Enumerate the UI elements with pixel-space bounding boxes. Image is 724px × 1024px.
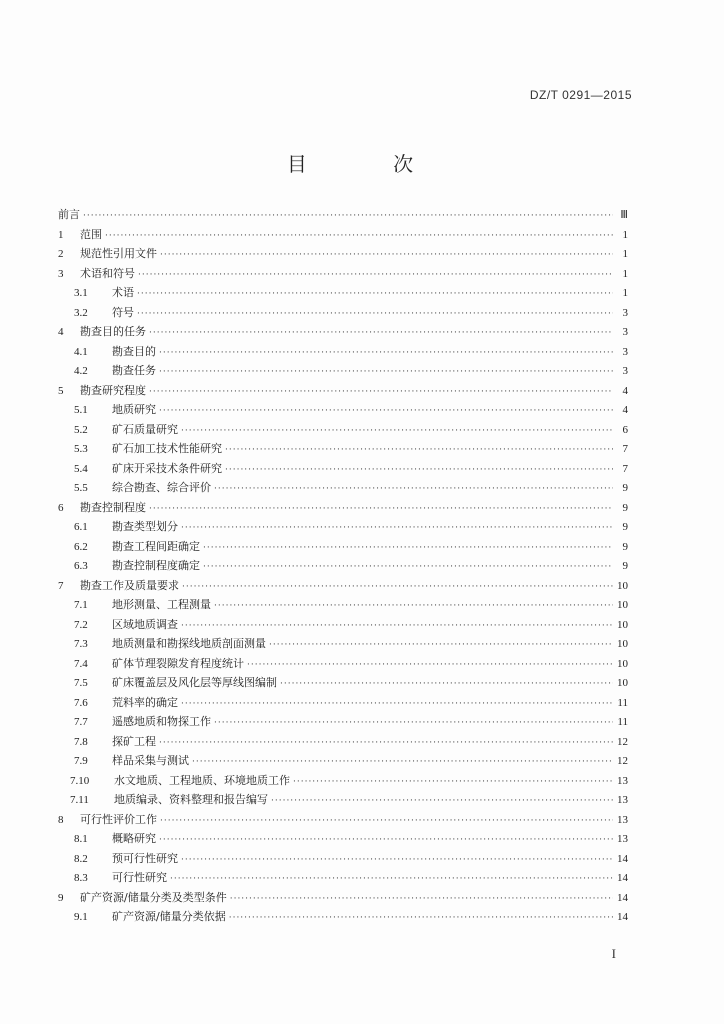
dot-leader: [293, 773, 613, 793]
toc-entry-page: 14: [617, 872, 628, 884]
dot-leader: [137, 305, 613, 325]
toc-entry-number: 4.1: [74, 345, 88, 358]
dot-leader: [159, 402, 613, 422]
toc-entry-label: 矿产资源/储量分类依据: [112, 910, 226, 923]
toc-entry[interactable]: [58, 576, 628, 596]
dot-leader: [105, 227, 613, 247]
toc-entry-label: 勘查目的: [112, 344, 156, 358]
toc-entry-label: 水文地质、工程地质、环境地质工作: [114, 773, 290, 787]
toc-entry[interactable]: [58, 517, 628, 537]
page-number: I: [611, 946, 616, 961]
toc-entry-label: 区域地质调查: [112, 617, 178, 631]
toc-entry[interactable]: [58, 732, 628, 752]
toc-entry[interactable]: [58, 771, 628, 791]
toc-entry-label: 荒料率的确定: [112, 695, 178, 709]
toc-entry[interactable]: [58, 322, 628, 342]
toc-entry-number: 4.2: [74, 365, 88, 377]
dot-leader: [214, 714, 613, 734]
dot-leader: [159, 363, 613, 383]
toc-entry-number: 4: [58, 326, 64, 338]
toc-entry-page: Ⅲ: [620, 209, 628, 221]
toc-entry-page: 13: [617, 794, 628, 806]
toc-entry[interactable]: [58, 615, 628, 635]
toc-entry-label: 矿床覆盖层及风化层等厚线图编制: [112, 676, 277, 689]
toc-entry[interactable]: [58, 751, 628, 771]
toc-entry-label: 矿产资源/储量分类及类型条件: [80, 890, 227, 904]
toc-entry-label: 勘查类型划分: [112, 520, 178, 533]
toc-entry-label: 综合勘查、综合评价: [112, 481, 211, 494]
toc-entry-page: 14: [617, 891, 628, 904]
toc-entry-page: 13: [617, 833, 628, 845]
toc-entry-page: 10: [617, 618, 628, 631]
toc-entry-label: 勘查任务: [112, 364, 156, 377]
toc-entry[interactable]: [58, 303, 628, 323]
toc-entry-page: 6: [622, 423, 628, 436]
toc-entry-number: 3.2: [74, 306, 88, 319]
dot-leader: [230, 890, 613, 910]
toc-entry-page: 1: [622, 248, 628, 260]
dot-leader: [149, 500, 613, 520]
toc-entry-number: 5.2: [74, 423, 88, 436]
toc-entry-page: 14: [617, 852, 628, 865]
toc-entry-number: 5.3: [74, 443, 88, 455]
dot-leader: [181, 695, 613, 715]
toc-entry[interactable]: [58, 225, 628, 245]
toc-entry[interactable]: [58, 829, 628, 849]
dot-leader: [280, 675, 613, 695]
toc-entry-page: 9: [622, 521, 628, 533]
toc-entry-page: 10: [617, 677, 628, 689]
toc-entry[interactable]: [58, 654, 628, 674]
toc-entry[interactable]: [58, 810, 628, 830]
toc-entry-label: 勘查工程间距确定: [112, 539, 200, 553]
toc-entry-page: 10: [617, 599, 628, 611]
dot-leader: [181, 422, 613, 442]
toc-entry-number: 7.3: [74, 638, 88, 650]
dot-leader: [203, 558, 613, 578]
page-title: 目 次: [286, 152, 454, 176]
toc-entry-label: 概略研究: [112, 832, 156, 845]
toc-entry-page: 3: [622, 365, 628, 377]
dot-leader: [159, 734, 613, 754]
dot-leader: [149, 324, 613, 344]
standard-code: DZ/T 0291—2015: [529, 88, 632, 102]
dot-leader: [182, 578, 613, 598]
toc-entry[interactable]: [58, 790, 628, 810]
dot-leader: [138, 266, 613, 286]
toc-entry-label: 矿体节理裂隙发育程度统计: [112, 656, 244, 670]
toc-entry-number: 7: [58, 579, 64, 592]
toc-entry[interactable]: [58, 634, 628, 654]
toc-entry-number: 5.1: [74, 404, 88, 416]
dot-leader: [159, 344, 613, 364]
toc-entry-label: 可行性评价工作: [80, 812, 157, 826]
dot-leader: [83, 207, 613, 227]
toc-entry-number: 6.2: [74, 540, 88, 553]
toc-entry[interactable]: [58, 693, 628, 713]
toc-entry-label: 矿床开采技术条件研究: [112, 461, 222, 475]
toc-entry-page: 12: [617, 755, 628, 767]
toc-entry[interactable]: [58, 439, 628, 459]
dot-leader: [181, 519, 613, 539]
toc-entry-number: 3.1: [74, 287, 88, 299]
toc-entry-number: 6: [58, 501, 64, 514]
toc-entry-page: 10: [617, 638, 628, 650]
dot-leader: [181, 851, 613, 871]
toc-entry-label: 勘查研究程度: [80, 383, 146, 397]
toc-entry-number: 6.3: [74, 560, 88, 572]
toc-entry[interactable]: [58, 673, 628, 693]
toc-entry-number: 7.8: [74, 735, 88, 748]
toc-entry-label: 矿石质量研究: [112, 422, 178, 436]
toc-entry-number: 6.1: [74, 521, 88, 533]
toc-entry-number: 5.4: [74, 462, 88, 475]
toc-entry-number: 8.1: [74, 833, 88, 845]
toc-entry[interactable]: [58, 342, 628, 362]
toc-entry-page: 9: [622, 482, 628, 494]
toc-entry-page: 1: [622, 267, 628, 280]
toc-entry[interactable]: [58, 381, 628, 401]
toc-entry-number: 7.7: [74, 716, 88, 728]
toc-entry-page: 4: [622, 384, 628, 397]
toc-entry-label: 术语和符号: [80, 266, 135, 280]
toc-entry-label: 勘查工作及质量要求: [80, 578, 179, 592]
table-of-contents: [58, 205, 628, 927]
toc-entry-number: 7.6: [74, 696, 88, 709]
toc-entry-number: 7.1: [74, 599, 88, 611]
toc-entry-number: 8.2: [74, 852, 88, 865]
toc-entry-number: 7.4: [74, 657, 88, 670]
toc-entry-page: 4: [622, 404, 628, 416]
toc-entry[interactable]: [58, 907, 628, 927]
dot-leader: [225, 461, 613, 481]
toc-entry-page: 3: [622, 345, 628, 358]
toc-entry-page: 7: [622, 462, 628, 475]
toc-entry[interactable]: [58, 868, 628, 888]
toc-entry[interactable]: [58, 283, 628, 303]
toc-entry[interactable]: [58, 498, 628, 518]
toc-entry-page: 9: [622, 501, 628, 514]
toc-entry-label: 地质编录、资料整理和报告编写: [114, 793, 268, 806]
dot-leader: [271, 792, 613, 812]
toc-entry-page: 1: [622, 228, 628, 241]
toc-entry[interactable]: [58, 478, 628, 498]
toc-entry-label: 勘查控制程度确定: [112, 559, 200, 572]
toc-entry-number: 8.3: [74, 872, 88, 884]
toc-entry-label: 地质测量和勘探线地质剖面测量: [112, 637, 266, 650]
toc-entry-page: 10: [617, 657, 628, 670]
toc-entry-number: 7.11: [70, 794, 89, 806]
dot-leader: [214, 480, 613, 500]
toc-entry-page: 14: [617, 911, 628, 923]
toc-entry-number: 9.1: [74, 911, 88, 923]
toc-entry-label: 可行性研究: [112, 871, 167, 884]
toc-entry-page: 12: [617, 735, 628, 748]
toc-entry-label: 勘查控制程度: [80, 500, 146, 514]
toc-entry[interactable]: [58, 459, 628, 479]
toc-entry[interactable]: [58, 420, 628, 440]
toc-entry-label: 规范性引用文件: [80, 247, 157, 260]
toc-entry-page: 11: [617, 696, 628, 709]
dot-leader: [160, 812, 613, 832]
toc-entry-number: 7.9: [74, 755, 88, 767]
toc-entry-label: 样品采集与测试: [112, 754, 189, 767]
toc-entry[interactable]: [58, 244, 628, 264]
toc-entry-label: 预可行性研究: [112, 851, 178, 865]
toc-entry-page: 3: [622, 326, 628, 338]
toc-entry-page: 13: [617, 813, 628, 826]
toc-entry-page: 13: [617, 774, 628, 787]
toc-entry-label: 范围: [80, 227, 102, 241]
toc-entry[interactable]: [58, 595, 628, 615]
dot-leader: [149, 383, 613, 403]
toc-entry-number: 8: [58, 813, 64, 826]
toc-entry-label: 符号: [112, 305, 134, 319]
dot-leader: [137, 285, 613, 305]
toc-entry[interactable]: [58, 888, 628, 908]
toc-entry-label: 地质研究: [112, 403, 156, 416]
toc-entry-number: 2: [58, 248, 64, 260]
toc-entry-number: 7.10: [70, 774, 90, 787]
dot-leader: [159, 831, 613, 851]
toc-entry-label: 术语: [112, 286, 134, 299]
toc-entry-page: 7: [622, 443, 628, 455]
toc-entry-page: 11: [617, 716, 628, 728]
toc-entry-number: 1: [58, 228, 64, 241]
toc-entry-page: 1: [622, 287, 628, 299]
dot-leader: [170, 870, 613, 890]
toc-entry[interactable]: [58, 537, 628, 557]
toc-entry-label: 探矿工程: [112, 734, 156, 748]
toc-entry-page: 10: [617, 579, 628, 592]
toc-entry-label: 遥感地质和物探工作: [112, 715, 211, 728]
toc-entry[interactable]: [58, 556, 628, 576]
toc-entry-label: 矿石加工技术性能研究: [112, 442, 222, 455]
toc-entry[interactable]: [58, 361, 628, 381]
toc-entry-number: 9: [58, 891, 64, 904]
dot-leader: [229, 909, 613, 929]
toc-entry[interactable]: [58, 400, 628, 420]
toc-entry-label: 前言: [58, 208, 80, 221]
toc-entry-number: 3: [58, 267, 64, 280]
toc-entry-number: 7.2: [74, 618, 88, 631]
toc-entry[interactable]: [58, 849, 628, 869]
toc-entry-page: 9: [622, 540, 628, 553]
toc-entry[interactable]: [58, 712, 628, 732]
dot-leader: [247, 656, 613, 676]
dot-leader: [203, 539, 613, 559]
toc-entry-label: 地形测量、工程测量: [112, 598, 211, 611]
dot-leader: [225, 441, 613, 461]
toc-entry[interactable]: [58, 205, 628, 225]
toc-entry-label: 勘查目的任务: [80, 325, 146, 338]
toc-entry-page: 3: [622, 306, 628, 319]
toc-entry-number: 7.5: [74, 677, 88, 689]
toc-entry-number: 5.5: [74, 482, 88, 494]
dot-leader: [160, 246, 613, 266]
dot-leader: [214, 597, 613, 617]
toc-entry[interactable]: [58, 264, 628, 284]
dot-leader: [269, 636, 613, 656]
toc-entry-number: 5: [58, 384, 64, 397]
toc-entry-page: 9: [622, 560, 628, 572]
